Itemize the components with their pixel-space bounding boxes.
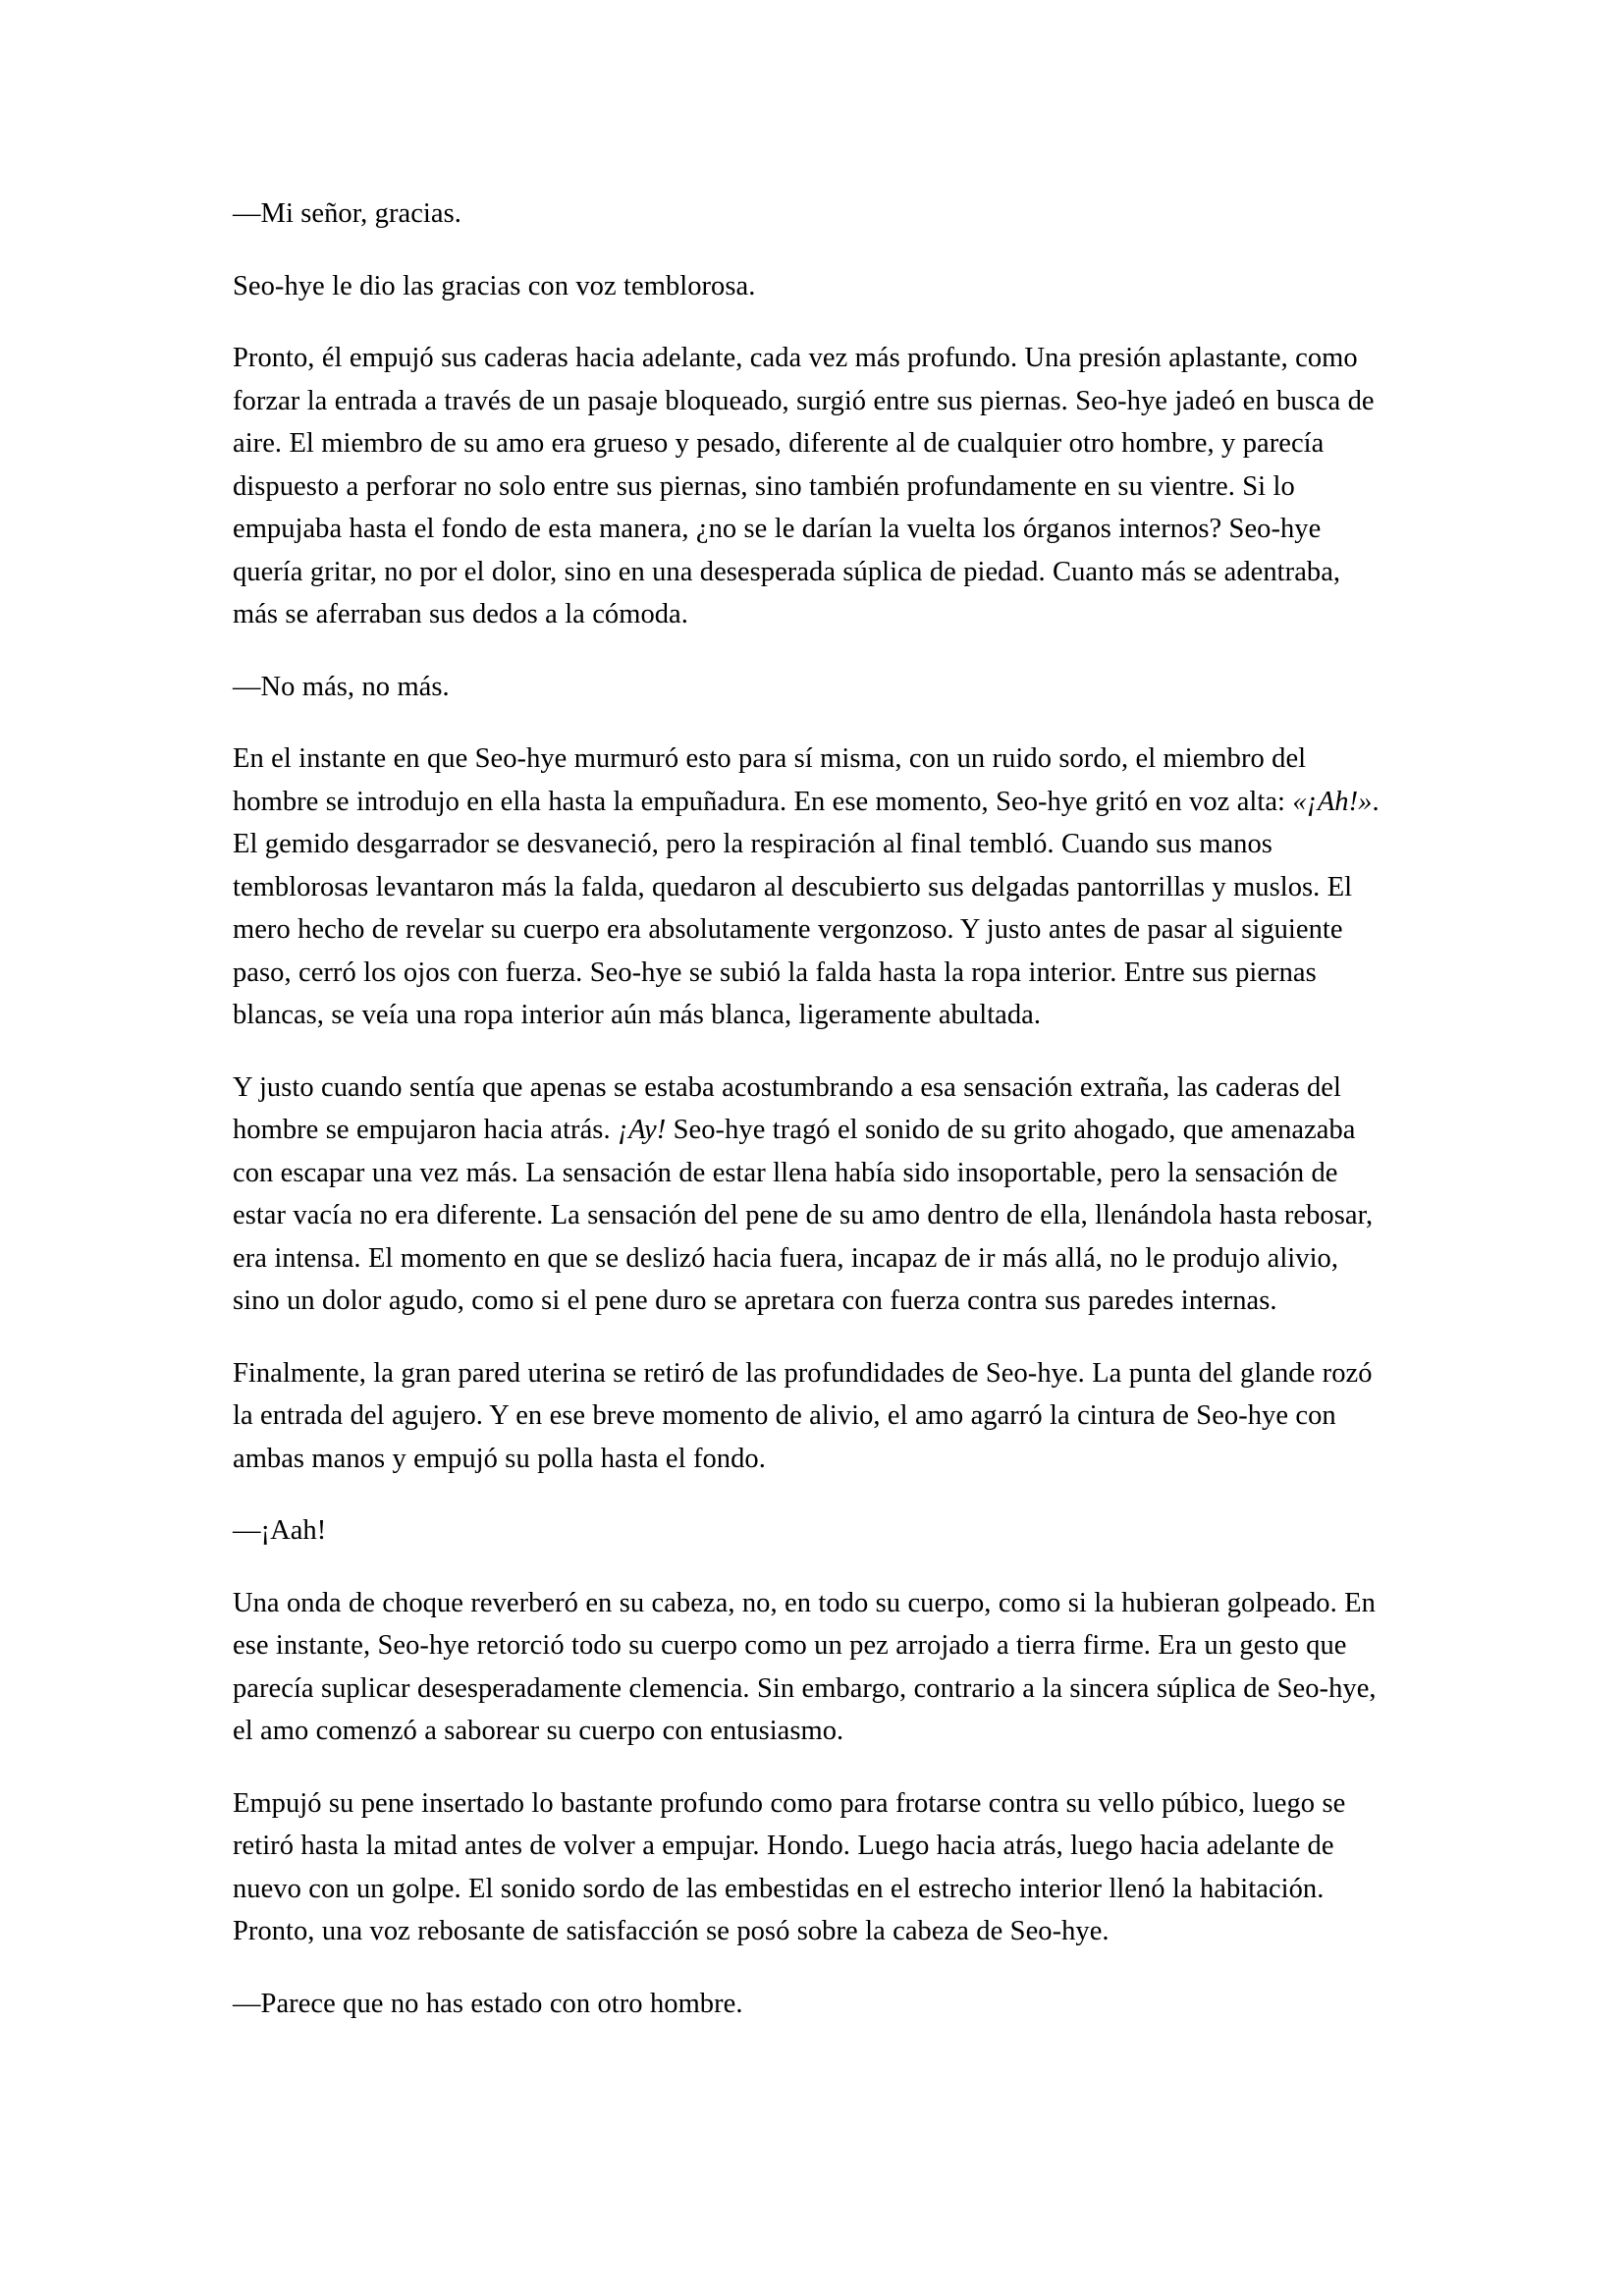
text-run: Finalmente, la gran pared uterina se retiró de las profundidades de Seo-hye. La punta del glande rozó la entrada del agujero. Y en ese breve momento de alivio, el amo agarró la cintura de Seo-hye con ambas manos y empujó su polla hasta el fondo. [233,1357,1373,1474]
text-run: —No más, no más. [233,671,450,702]
body-paragraph [233,1066,1391,1323]
body-paragraph [233,738,1391,1037]
body-paragraph [233,1582,1391,1753]
text-run: Seo-hye tragó el sonido de su grito ahogado, que amenazaba con escapar una vez más. La sensación de estar llena había sido insoportable, pero la sensación de estar vacía no era diferente. La sensación del pene de su amo dentro de ella, llenándola hasta rebosar, era intensa. El momento en que se deslizó hacia fuera, incapaz de ir más allá, no le produjo alivio, sino un dolor agudo, como si el pene duro se apretara con fuerza contra sus paredes internas. [233,1115,1374,1316]
text-run: Una onda de choque reverberó en su cabeza, no, en todo su cuerpo, como si la hubieran golpeado. En ese instante, Seo-hye retorció todo su cuerpo como un pez arrojado a tierra firme. Era un gesto que parecía suplicar desesperadamente clemencia. Sin embargo, contrario a la sincera súplica de Seo-hye, el amo comenzó a saborear su cuerpo con entusiasmo. [233,1587,1377,1746]
body-paragraph [233,1782,1391,1953]
document-text-body [233,192,1391,2025]
text-run: —Mi señor, gracias. [233,198,461,229]
emphasized-text: ¡Ay! [618,1115,667,1145]
dialogue-paragraph [233,666,1391,709]
dialogue-paragraph [233,1983,1391,2026]
text-run: —¡Aah! [233,1515,327,1546]
body-paragraph [233,337,1391,636]
text-run: . El gemido desgarrador se desvaneció, pero la respiración al final tembló. Cuando sus manos temblorosas levantaron más la falda, quedaron al descubierto sus delgadas pantorrillas y muslos. El mero hecho de revelar su cuerpo era absolutamente vergonzoso. Y justo antes de pasar al siguiente paso, cerró los ojos con fuerza. Seo-hye se subió la falda hasta la ropa interior. Entre sus piernas blancas, se veía una ropa interior aún más blanca, ligeramente abultada. [233,786,1380,1030]
dialogue-paragraph [233,192,1391,236]
text-run: Seo-hye le dio las gracias con voz temblorosa. [233,270,756,301]
dialogue-paragraph [233,1509,1391,1553]
text-run: Y justo cuando sentía que apenas se estaba acostumbrando a esa sensación extraña, las caderas del hombre se empujaron hacia atrás. [233,1071,1341,1145]
text-run: Pronto, él empujó sus caderas hacia adelante, cada vez más profundo. Una presión aplastante, como forzar la entrada a través de un pasaje bloqueado, surgió entre sus piernas. Seo-hye jadeó en busca de aire. El miembro de su amo era grueso y pesado, diferente al de cualquier otro hombre, y parecía dispuesto a perforar no solo entre sus piernas, sino también profundamente en su vientre. Si lo empujaba hasta el fondo de esta manera, ¿no se le darían la vuelta los órganos internos? Seo-hye quería gritar, no por el dolor, sino en una desesperada súplica de piedad. Cuanto más se adentraba, más se aferraban sus dedos a la cómoda. [233,343,1375,629]
text-run: Empujó su pene insertado lo bastante profundo como para frotarse contra su vello púbico, luego se retiró hasta la mitad antes de volver a empujar. Hondo. Luego hacia atrás, luego hacia adelante de nuevo con un golpe. El sonido sordo de las embestidas en el estrecho interior llenó la habitación. Pronto, una voz rebosante de satisfacción se posó sobre la cabeza de Seo-hye. [233,1787,1346,1946]
text-run: —Parece que no has estado con otro hombre. [233,1988,743,2019]
body-paragraph [233,265,1391,308]
text-run: En el instante en que Seo-hye murmuró esto para sí misma, con un ruido sordo, el miembro del hombre se introdujo en ella hasta la empuñadura. En ese momento, Seo-hye gritó en voz alta: [233,743,1307,817]
body-paragraph [233,1352,1391,1481]
emphasized-text: «¡Ah!» [1292,786,1373,817]
